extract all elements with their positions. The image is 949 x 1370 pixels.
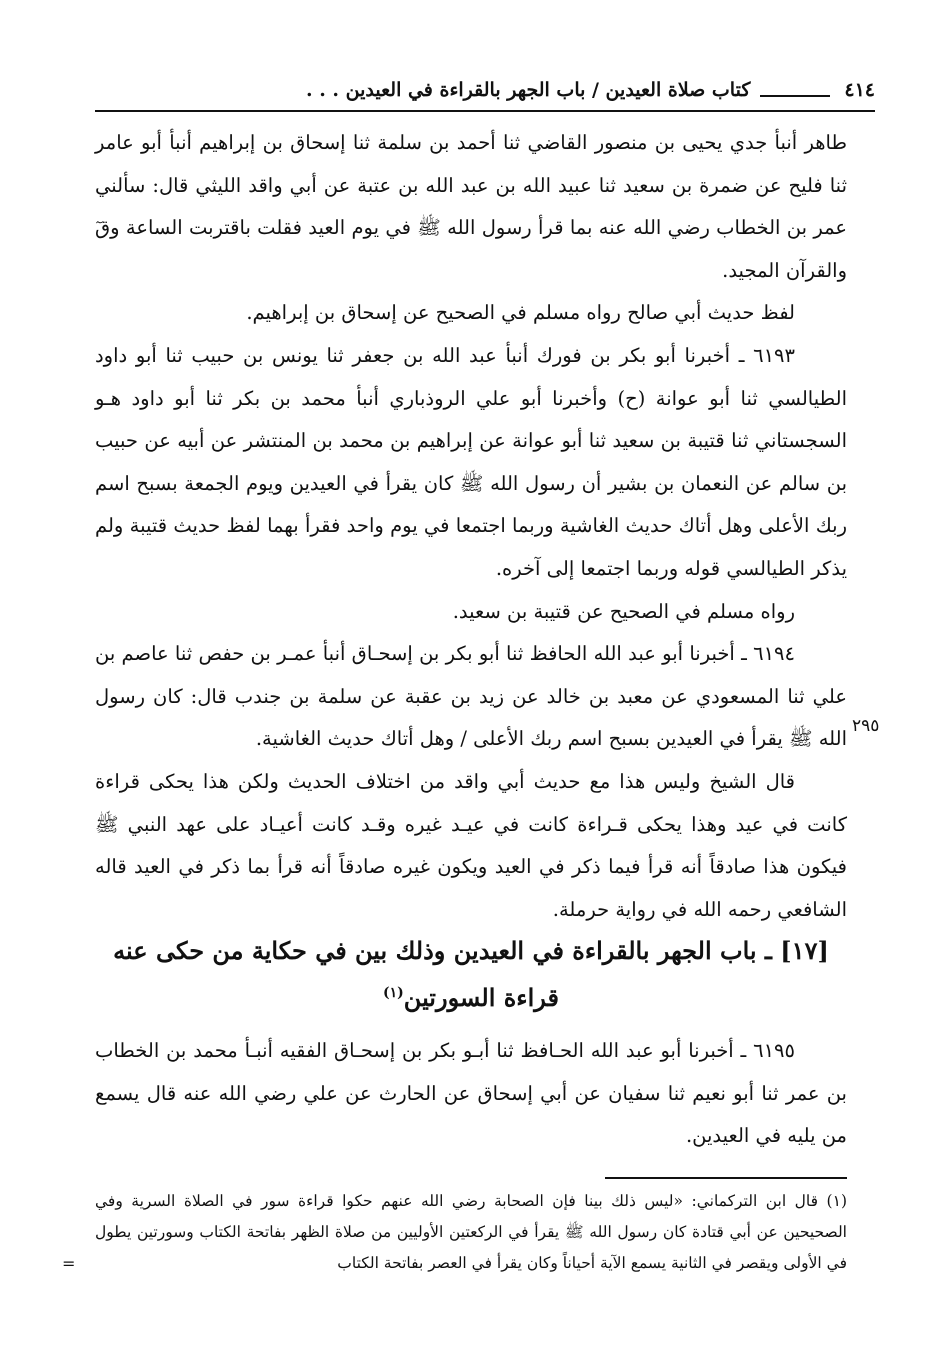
paragraph-continuation: طاهر أنبأ جدي يحيى بن منصور القاضي ثنا أحمد بن سلمة ثنا إسحاق بن إبراهيم أنبأ أبو عامر ثنا فليح عن ضمرة بن سعيد ثنا عبيد الله بن عبد الله بن عتبة عن أبي واقد الليثي قال: سألني عمر بن الخطاب رضي الله عنه بما قرأ رسول الله ﷺ في يوم العيد فقلت باقتربت الساعة وقٓ والقرآن المجيد. (95, 131, 847, 282)
continuation-mark: = (62, 1254, 76, 1273)
page-number: ٤١٤ (844, 79, 875, 101)
chapter-heading (95, 930, 847, 1019)
running-header (95, 70, 875, 112)
margin-page-marker: ٢٩٥ (852, 716, 880, 736)
sheikh-commentary: قال الشيخ وليس هذا مع حديث أبي واقد من اختلاف الحديث ولكن هذا يحكى قراءة كانت في عيد وهذا يحكى قـراءة كانت في عيـد غيره وقـد كانت أعيـاد على عهد النبي ﷺ فيكون هذا صادقاً أنه قرأ فيما ذكر في العيد ويكون غيره صادقاً أنه قرأ بما ذكر في العيد قاله الشافعي رحمه الله في رواية حرملة. (95, 769, 847, 921)
chapter-heading-text: [١٧] ـ باب الجهر بالقراءة في العيدين وذلك بين في حكاية من حكى عنه قراءة السورتين (113, 936, 829, 1012)
main-text-block (95, 122, 847, 931)
hadith-6194: ٦١٩٤ ـ أخبرنا أبو عبد الله الحافظ ثنا أبو بكر بن إسحـاق أنبأ عمـر بن حفص ثنا عاصم بن علي ثنا المسعودي عن معبد بن خالد عن زيد بن عقبة عن سلمة بن جندب قال: كان رسول الله ﷺ يقرأ في العيدين بسبح اسم ربك الأعلى / وهل أتاك حديث الغاشية. (95, 642, 847, 751)
chapter-footnote-ref: (١) (383, 985, 404, 1001)
paragraph-attribution-2: رواه مسلم في الصحيح عن قتيبة بن سعيد. (452, 599, 795, 623)
footnotes-block (95, 1186, 847, 1279)
main-text-block-2 (95, 1030, 847, 1158)
footnote-separator (605, 1177, 847, 1179)
hadith-6193: ٦١٩٣ ـ أخبرنا أبو بكر بن فورك أنبأ عبد الله بن جعفر ثنا يونس بن حبيب ثنا أبو داود الطيالسي ثنا أبو عوانة (ح) وأخبرنا أبو علي الروذباري أنبأ محمد بن بكر ثنا أبو داود هـو السجستاني ثنا قتيبة بن سعيد ثنا أبو عوانة عن إبراهيم بن محمد بن المنتشر عن أبيه عن حبيب بن سالم عن النعمان بن بشير أن رسول الله ﷺ كان يقرأ في العيدين ويوم الجمعة بسبح اسم ربك الأعلى وهل أتاك حديث الغاشية وربما اجتمعا في يوم واحد فقرأ بهما لفظ حديث قتيبة ولم يذكر الطيالسي قوله وربما اجتمعا إلى آخره. (95, 343, 848, 580)
hadith-6195: ٦١٩٥ ـ أخبرنا أبو عبد الله الحـافظ ثنا أبـو بكر بن إسحـاق الفقيه أنبـأ محمد بن الخطاب بن عمر ثنا أبو نعيم ثنا سفيان عن أبي إسحاق عن الحارث عن علي رضي الله عنه قال يسمع من يليه في العيدين. (95, 1039, 847, 1148)
paragraph-attribution-1: لفظ حديث أبي صالح رواه مسلم في الصحيح عن إسحاق بن إبراهيم. (246, 301, 795, 325)
footnote-1: (١) قال ابن التركماني: «ليس ذلك بينا فإن الصحابة رضي الله عنهم حكوا قراءة سور في الصلاة السرية وفي الصحيحين عن أبي قتادة كان رسول الله ﷺ يقرأ في الركعتين الأوليين من صلاة الظهر بفاتحة الكتاب وسورتين يطول في الأولى ويقصر في الثانية يسمع الآية أحياناً وكان يقرأ في العصر بفاتحة الكتاب (95, 1192, 847, 1272)
running-title: كتاب صلاة العيدين / باب الجهر بالقراءة في العيدين . . . (305, 79, 751, 101)
header-dash-rule (760, 95, 830, 97)
